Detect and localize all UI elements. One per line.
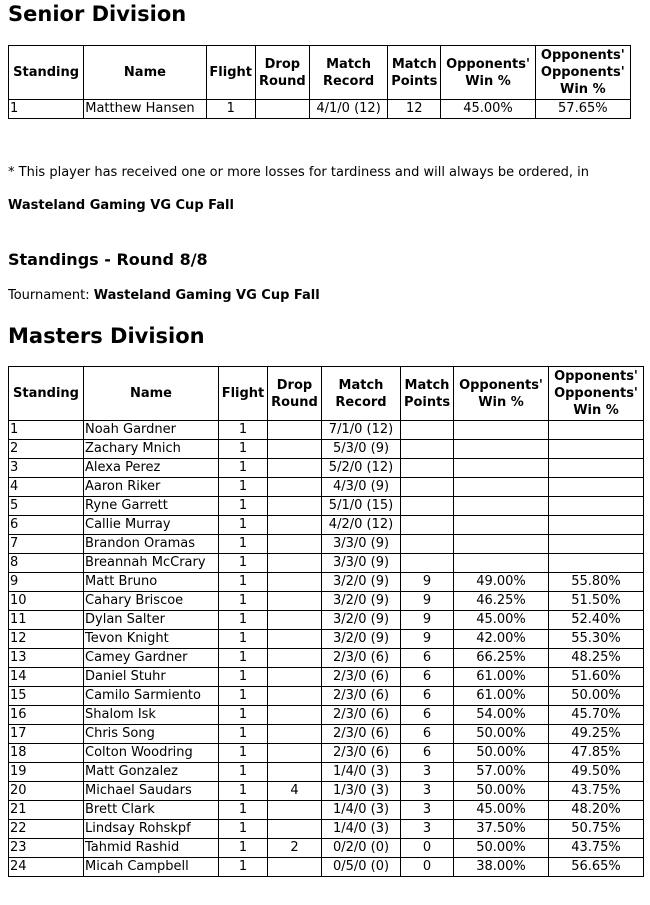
table-row	[9, 839, 644, 858]
name-cell: Dylan Salter	[84, 611, 219, 630]
opp-opp-win-cell: 49.25%	[549, 725, 644, 744]
table-row	[9, 100, 631, 119]
opp-opp-win-cell: 47.85%	[549, 744, 644, 763]
flight-cell: 1	[219, 573, 268, 592]
drop-round-cell: 2	[268, 839, 322, 858]
name-cell: Ryne Garrett	[84, 497, 219, 516]
opp-win-cell: 57.00%	[454, 763, 549, 782]
match-points-cell: 0	[401, 858, 454, 877]
opp-opp-win-cell: 57.65%	[535, 100, 630, 119]
name-cell: Michael Saudars	[84, 782, 219, 801]
flight-cell: 1	[219, 459, 268, 478]
match-points-cell: 9	[401, 592, 454, 611]
match-points-cell: 9	[401, 630, 454, 649]
header-flight: Flight	[219, 367, 268, 421]
drop-round-cell	[268, 535, 322, 554]
drop-round-cell	[268, 706, 322, 725]
flight-cell: 1	[219, 554, 268, 573]
match-record-cell: 0/2/0 (0)	[322, 839, 401, 858]
standing-cell: 11	[9, 611, 84, 630]
flight-cell: 1	[219, 440, 268, 459]
match-record-cell: 3/2/0 (9)	[322, 630, 401, 649]
match-points-cell: 3	[401, 782, 454, 801]
match-points-cell: 6	[401, 687, 454, 706]
name-cell: Zachary Mnich	[84, 440, 219, 459]
match-points-cell	[401, 478, 454, 497]
match-record-cell: 1/3/0 (3)	[322, 782, 401, 801]
match-record-cell: 3/2/0 (9)	[322, 611, 401, 630]
flight-cell: 1	[219, 725, 268, 744]
match-points-cell	[401, 554, 454, 573]
drop-round-cell	[268, 516, 322, 535]
opp-win-cell	[454, 535, 549, 554]
header-opp-win: Opponents' Win %	[441, 46, 535, 100]
name-cell: Matthew Hansen	[84, 100, 206, 119]
match-points-cell: 3	[401, 801, 454, 820]
match-record-cell: 4/1/0 (12)	[309, 100, 387, 119]
drop-round-cell	[268, 630, 322, 649]
flight-cell: 1	[219, 801, 268, 820]
match-points-cell: 6	[401, 725, 454, 744]
standing-cell: 7	[9, 535, 84, 554]
standing-cell: 5	[9, 497, 84, 516]
table-row	[9, 630, 644, 649]
opp-opp-win-cell: 56.65%	[549, 858, 644, 877]
opp-win-cell: 46.25%	[454, 592, 549, 611]
opp-win-cell: 50.00%	[454, 725, 549, 744]
drop-round-cell	[268, 763, 322, 782]
table-row	[9, 668, 644, 687]
table-row	[9, 763, 644, 782]
standing-cell: 1	[9, 100, 84, 119]
name-cell: Noah Gardner	[84, 421, 219, 440]
masters-division-title: Masters Division	[8, 324, 205, 348]
header-standing: Standing	[9, 46, 84, 100]
header-drop-round: Drop Round	[255, 46, 309, 100]
senior-division-title: Senior Division	[8, 2, 187, 26]
opp-opp-win-cell	[549, 440, 644, 459]
match-record-cell: 2/3/0 (6)	[322, 687, 401, 706]
flight-cell: 1	[219, 668, 268, 687]
drop-round-cell	[268, 421, 322, 440]
standing-cell: 1	[9, 421, 84, 440]
opp-win-cell	[454, 516, 549, 535]
drop-round-cell: 4	[268, 782, 322, 801]
match-record-cell: 1/4/0 (3)	[322, 801, 401, 820]
drop-round-cell	[268, 820, 322, 839]
name-cell: Matt Bruno	[84, 573, 219, 592]
match-points-cell: 6	[401, 668, 454, 687]
header-match-record: Match Record	[322, 367, 401, 421]
tardiness-note: * This player has received one or more losses for tardiness and will always be ordered, in	[8, 165, 589, 180]
standing-cell: 22	[9, 820, 84, 839]
table-row	[9, 516, 644, 535]
header-name: Name	[84, 367, 219, 421]
opp-win-cell: 50.00%	[454, 782, 549, 801]
opp-opp-win-cell	[549, 554, 644, 573]
masters-table-body	[9, 421, 644, 877]
flight-cell: 1	[219, 687, 268, 706]
opp-opp-win-cell: 43.75%	[549, 839, 644, 858]
opp-win-cell	[454, 478, 549, 497]
match-record-cell: 7/1/0 (12)	[322, 421, 401, 440]
flight-cell: 1	[219, 820, 268, 839]
match-record-cell: 4/2/0 (12)	[322, 516, 401, 535]
match-record-cell: 0/5/0 (0)	[322, 858, 401, 877]
flight-cell: 1	[206, 100, 255, 119]
match-points-cell: 3	[401, 763, 454, 782]
flight-cell: 1	[219, 839, 268, 858]
match-record-cell: 5/3/0 (9)	[322, 440, 401, 459]
name-cell: Callie Murray	[84, 516, 219, 535]
name-cell: Shalom Isk	[84, 706, 219, 725]
match-record-cell: 2/3/0 (6)	[322, 725, 401, 744]
senior-header-row	[9, 46, 631, 100]
opp-win-cell	[454, 459, 549, 478]
opp-win-cell: 37.50%	[454, 820, 549, 839]
name-cell: Brandon Oramas	[84, 535, 219, 554]
drop-round-cell	[268, 744, 322, 763]
table-row	[9, 744, 644, 763]
standing-cell: 15	[9, 687, 84, 706]
drop-round-cell	[268, 573, 322, 592]
opp-win-cell	[454, 554, 549, 573]
opp-win-cell: 45.00%	[454, 801, 549, 820]
name-cell: Breannah McCrary	[84, 554, 219, 573]
table-row	[9, 478, 644, 497]
table-row	[9, 725, 644, 744]
name-cell: Tahmid Rashid	[84, 839, 219, 858]
opp-win-cell: 45.00%	[441, 100, 535, 119]
masters-header-row	[9, 367, 644, 421]
header-name: Name	[84, 46, 206, 100]
name-cell: Micah Campbell	[84, 858, 219, 877]
match-points-cell: 3	[401, 820, 454, 839]
name-cell: Brett Clark	[84, 801, 219, 820]
flight-cell: 1	[219, 516, 268, 535]
table-row	[9, 801, 644, 820]
table-row	[9, 820, 644, 839]
opp-win-cell: 54.00%	[454, 706, 549, 725]
match-record-cell: 3/2/0 (9)	[322, 573, 401, 592]
flight-cell: 1	[219, 421, 268, 440]
opp-opp-win-cell: 48.25%	[549, 649, 644, 668]
opp-opp-win-cell: 43.75%	[549, 782, 644, 801]
standing-cell: 14	[9, 668, 84, 687]
name-cell: Alexa Perez	[84, 459, 219, 478]
drop-round-cell	[268, 440, 322, 459]
table-row	[9, 687, 644, 706]
match-points-cell: 9	[401, 573, 454, 592]
header-drop-round: Drop Round	[268, 367, 322, 421]
standing-cell: 21	[9, 801, 84, 820]
tournament-line	[8, 288, 320, 303]
table-row	[9, 706, 644, 725]
match-record-cell: 2/3/0 (6)	[322, 668, 401, 687]
round-title: Standings - Round 8/8	[8, 250, 208, 269]
drop-round-cell	[268, 649, 322, 668]
opp-opp-win-cell	[549, 516, 644, 535]
standing-cell: 6	[9, 516, 84, 535]
name-cell: Chris Song	[84, 725, 219, 744]
opp-opp-win-cell: 45.70%	[549, 706, 644, 725]
opp-win-cell: 50.00%	[454, 744, 549, 763]
standing-cell: 18	[9, 744, 84, 763]
drop-round-cell	[268, 687, 322, 706]
opp-opp-win-cell	[549, 478, 644, 497]
match-record-cell: 5/1/0 (15)	[322, 497, 401, 516]
table-row	[9, 440, 644, 459]
flight-cell: 1	[219, 763, 268, 782]
opp-opp-win-cell: 55.30%	[549, 630, 644, 649]
flight-cell: 1	[219, 535, 268, 554]
match-points-cell	[401, 535, 454, 554]
drop-round-cell	[268, 801, 322, 820]
opp-opp-win-cell: 51.60%	[549, 668, 644, 687]
match-record-cell: 1/4/0 (3)	[322, 763, 401, 782]
match-points-cell	[401, 497, 454, 516]
flight-cell: 1	[219, 858, 268, 877]
standing-cell: 20	[9, 782, 84, 801]
table-row	[9, 782, 644, 801]
drop-round-cell	[268, 725, 322, 744]
opp-opp-win-cell: 48.20%	[549, 801, 644, 820]
match-points-cell: 0	[401, 839, 454, 858]
table-row	[9, 497, 644, 516]
flight-cell: 1	[219, 782, 268, 801]
match-points-cell: 6	[401, 649, 454, 668]
masters-standings-table	[8, 366, 644, 877]
table-row	[9, 573, 644, 592]
flight-cell: 1	[219, 744, 268, 763]
match-record-cell: 3/3/0 (9)	[322, 554, 401, 573]
table-row	[9, 554, 644, 573]
opp-win-cell: 49.00%	[454, 573, 549, 592]
name-cell: Tevon Knight	[84, 630, 219, 649]
name-cell: Matt Gonzalez	[84, 763, 219, 782]
standing-cell: 4	[9, 478, 84, 497]
standing-cell: 8	[9, 554, 84, 573]
match-record-cell: 2/3/0 (6)	[322, 649, 401, 668]
standing-cell: 23	[9, 839, 84, 858]
opp-opp-win-cell	[549, 497, 644, 516]
opp-win-cell: 45.00%	[454, 611, 549, 630]
match-points-cell: 9	[401, 611, 454, 630]
flight-cell: 1	[219, 592, 268, 611]
match-points-cell: 6	[401, 744, 454, 763]
opp-opp-win-cell	[549, 421, 644, 440]
opp-opp-win-cell	[549, 459, 644, 478]
name-cell: Camey Gardner	[84, 649, 219, 668]
header-match-record: Match Record	[309, 46, 387, 100]
match-points-cell	[401, 440, 454, 459]
drop-round-cell	[268, 497, 322, 516]
drop-round-cell	[268, 554, 322, 573]
drop-round-cell	[268, 459, 322, 478]
tournament-name: Wasteland Gaming VG Cup Fall	[93, 288, 320, 303]
table-row	[9, 858, 644, 877]
table-row	[9, 421, 644, 440]
opp-win-cell: 66.25%	[454, 649, 549, 668]
opp-opp-win-cell: 49.50%	[549, 763, 644, 782]
opp-win-cell	[454, 497, 549, 516]
flight-cell: 1	[219, 497, 268, 516]
standing-cell: 12	[9, 630, 84, 649]
opp-win-cell: 42.00%	[454, 630, 549, 649]
opp-opp-win-cell: 51.50%	[549, 592, 644, 611]
drop-round-cell	[268, 668, 322, 687]
header-opp-opp-win: Opponents' Opponents' Win %	[549, 367, 644, 421]
standing-cell: 10	[9, 592, 84, 611]
name-cell: Cahary Briscoe	[84, 592, 219, 611]
match-record-cell: 3/2/0 (9)	[322, 592, 401, 611]
opp-win-cell	[454, 440, 549, 459]
header-match-points: Match Points	[401, 367, 454, 421]
standing-cell: 3	[9, 459, 84, 478]
flight-cell: 1	[219, 478, 268, 497]
match-points-cell	[401, 516, 454, 535]
opp-opp-win-cell	[549, 535, 644, 554]
table-row	[9, 649, 644, 668]
match-points-cell: 12	[388, 100, 441, 119]
drop-round-cell	[255, 100, 309, 119]
standing-cell: 17	[9, 725, 84, 744]
name-cell: Camilo Sarmiento	[84, 687, 219, 706]
flight-cell: 1	[219, 630, 268, 649]
flight-cell: 1	[219, 706, 268, 725]
standing-cell: 24	[9, 858, 84, 877]
drop-round-cell	[268, 592, 322, 611]
standing-cell: 2	[9, 440, 84, 459]
opp-win-cell: 61.00%	[454, 687, 549, 706]
flight-cell: 1	[219, 611, 268, 630]
header-match-points: Match Points	[388, 46, 441, 100]
table-row	[9, 611, 644, 630]
opp-win-cell	[454, 421, 549, 440]
header-standing: Standing	[9, 367, 84, 421]
flight-cell: 1	[219, 649, 268, 668]
standing-cell: 19	[9, 763, 84, 782]
name-cell: Colton Woodring	[84, 744, 219, 763]
header-flight: Flight	[206, 46, 255, 100]
opp-opp-win-cell: 50.75%	[549, 820, 644, 839]
senior-table-body	[9, 100, 631, 119]
drop-round-cell	[268, 858, 322, 877]
name-cell: Aaron Riker	[84, 478, 219, 497]
senior-standings-table	[8, 45, 631, 119]
tournament-label: Tournament:	[8, 288, 90, 303]
opp-win-cell: 50.00%	[454, 839, 549, 858]
table-row	[9, 459, 644, 478]
opp-opp-win-cell: 52.40%	[549, 611, 644, 630]
match-points-cell	[401, 421, 454, 440]
opp-win-cell: 61.00%	[454, 668, 549, 687]
standing-cell: 9	[9, 573, 84, 592]
name-cell: Lindsay Rohskpf	[84, 820, 219, 839]
match-record-cell: 5/2/0 (12)	[322, 459, 401, 478]
standing-cell: 16	[9, 706, 84, 725]
drop-round-cell	[268, 611, 322, 630]
opp-opp-win-cell: 55.80%	[549, 573, 644, 592]
match-record-cell: 3/3/0 (9)	[322, 535, 401, 554]
match-record-cell: 1/4/0 (3)	[322, 820, 401, 839]
event-name: Wasteland Gaming VG Cup Fall	[8, 198, 234, 213]
standing-cell: 13	[9, 649, 84, 668]
match-record-cell: 2/3/0 (6)	[322, 706, 401, 725]
name-cell: Daniel Stuhr	[84, 668, 219, 687]
match-points-cell: 6	[401, 706, 454, 725]
header-opp-opp-win: Opponents' Opponents' Win %	[535, 46, 630, 100]
table-row	[9, 592, 644, 611]
header-opp-win: Opponents' Win %	[454, 367, 549, 421]
table-row	[9, 535, 644, 554]
match-record-cell: 4/3/0 (9)	[322, 478, 401, 497]
opp-opp-win-cell: 50.00%	[549, 687, 644, 706]
drop-round-cell	[268, 478, 322, 497]
match-record-cell: 2/3/0 (6)	[322, 744, 401, 763]
match-points-cell	[401, 459, 454, 478]
opp-win-cell: 38.00%	[454, 858, 549, 877]
